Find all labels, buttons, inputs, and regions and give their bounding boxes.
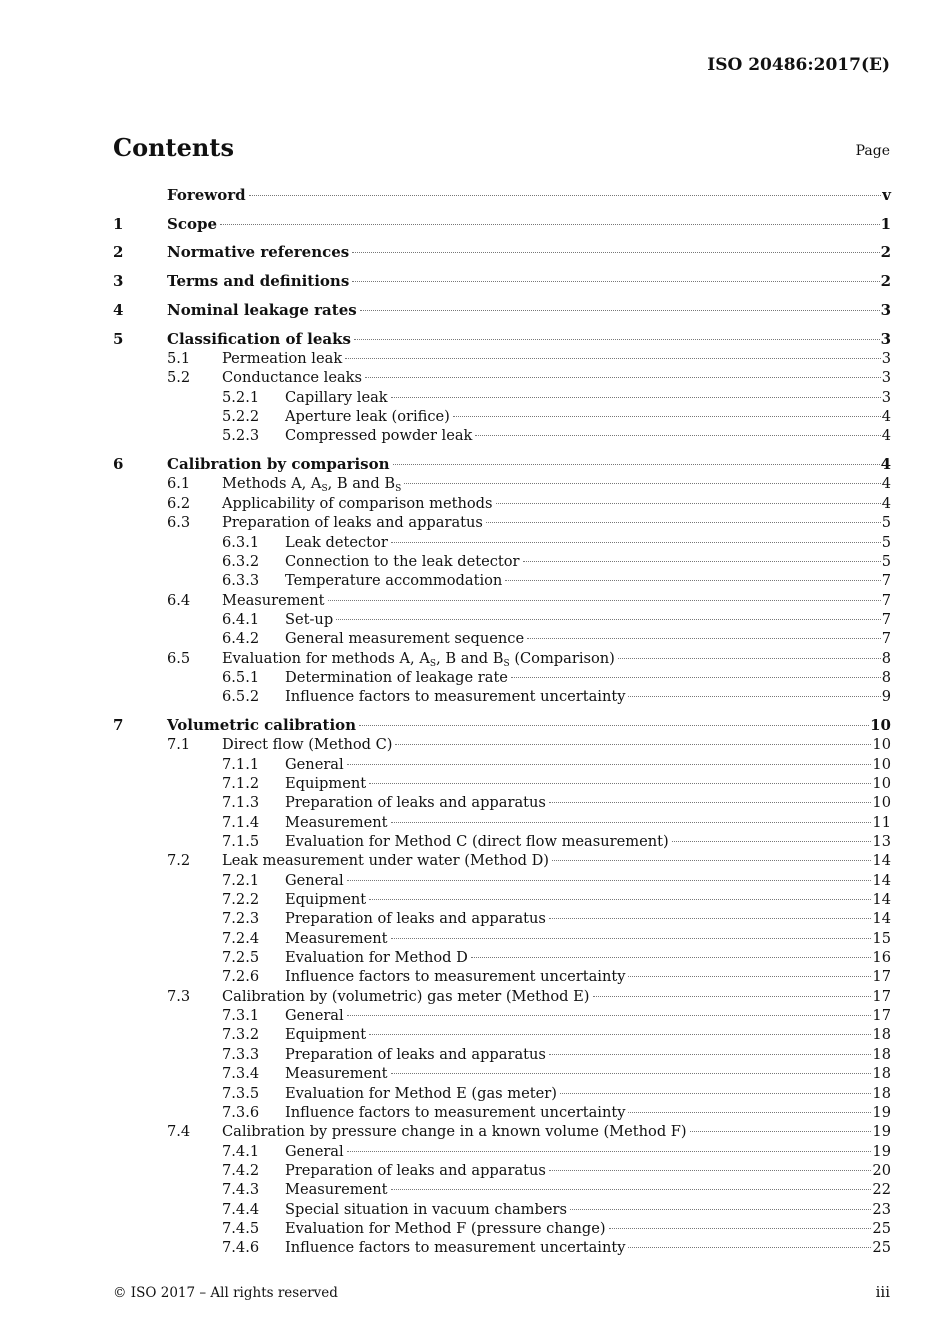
toc-entry-title: Set-up [285, 610, 334, 628]
toc-entry[interactable] [113, 388, 891, 407]
toc-entry-number: 7.1 [167, 736, 191, 754]
toc-entry-number: 7.4.2 [222, 1161, 260, 1179]
toc-entry-page: 17 [872, 968, 891, 986]
toc-entry-number: 7.4.3 [222, 1181, 260, 1199]
toc-entry-number: 5.2.3 [222, 427, 260, 445]
toc-entry-title: Preparation of leaks and apparatus [285, 1045, 546, 1063]
toc-entry-number: 6.3 [167, 514, 191, 532]
toc-entry-title: Normative references [167, 243, 350, 262]
dot-leader [453, 416, 881, 417]
toc-entry-number: 4 [113, 300, 124, 319]
dot-leader [618, 658, 881, 659]
toc-entry[interactable] [113, 1238, 891, 1257]
dot-leader [628, 1112, 871, 1113]
dot-leader [360, 310, 880, 311]
toc-entry[interactable] [113, 967, 891, 986]
dot-leader [496, 503, 881, 504]
toc-entry[interactable] [113, 533, 891, 552]
toc-entry[interactable] [113, 1084, 891, 1103]
toc-entry[interactable] [113, 687, 891, 706]
toc-entry[interactable] [113, 243, 891, 262]
toc-entry-number: 6 [113, 455, 124, 474]
toc-entry-page: 9 [881, 688, 891, 706]
toc-entry-title: Leak measurement under water (Method D) [222, 852, 549, 870]
toc-entry[interactable] [113, 1064, 891, 1083]
toc-entry-number: 7.1.4 [222, 813, 260, 831]
dot-leader [628, 696, 880, 697]
toc-entry[interactable] [113, 272, 891, 291]
toc-entry[interactable] [113, 890, 891, 909]
toc-entry[interactable] [113, 349, 891, 368]
toc-entry[interactable] [113, 368, 891, 387]
toc-entry-title: Equipment [285, 1026, 367, 1044]
toc-entry-page: 13 [872, 833, 891, 851]
toc-entry-number: 6.2 [167, 494, 191, 512]
toc-entry[interactable] [113, 871, 891, 890]
contents-heading: Contents [113, 133, 234, 162]
dot-leader [609, 1228, 872, 1229]
toc-entry-page: 18 [872, 1026, 891, 1044]
toc-entry-page: 19 [872, 1142, 891, 1160]
dot-leader [523, 561, 881, 562]
dot-leader [354, 339, 880, 340]
toc-entry-title: Measurement [222, 591, 325, 609]
toc-entry-page: 4 [881, 408, 891, 426]
toc-entry-number: 6.5.2 [222, 688, 260, 706]
toc-entry-title: Special situation in vacuum chambers [285, 1200, 567, 1218]
dot-leader [511, 677, 881, 678]
toc-entry-number: 7.2.5 [222, 949, 260, 967]
dot-leader [690, 1131, 872, 1132]
toc-entry[interactable] [113, 1006, 891, 1025]
toc-entry[interactable] [113, 668, 891, 687]
toc-entry[interactable] [113, 407, 891, 426]
toc-entry-number: 6.3.1 [222, 533, 260, 551]
toc-entry-number: 7.2.4 [222, 929, 260, 947]
toc-entry-title: Volumetric calibration [167, 715, 357, 734]
toc-entry-page: 18 [872, 1084, 891, 1102]
dot-leader [628, 976, 871, 977]
toc-entry[interactable] [113, 215, 891, 234]
toc-entry[interactable] [113, 455, 891, 474]
toc-entry-page: 23 [872, 1200, 891, 1218]
dot-leader [220, 224, 880, 225]
toc-entry-title: Leak detector [285, 533, 388, 551]
toc-entry-title: Compressed powder leak [285, 427, 473, 445]
toc-entry-number: 5.2.2 [222, 408, 260, 426]
toc-entry-number: 7.2.2 [222, 891, 260, 909]
toc-entry-title: Direct flow (Method C) [222, 736, 393, 754]
dot-leader [359, 725, 869, 726]
toc-entry-page: 7 [881, 591, 891, 609]
toc-entry-title: General [285, 1142, 344, 1160]
toc-entry-page: 2 [880, 272, 891, 291]
toc-entry-page: 7 [881, 572, 891, 590]
toc-entry-number: 6.4.1 [222, 610, 260, 628]
dot-leader [393, 464, 880, 465]
toc-entry-page: 14 [872, 871, 891, 889]
toc-entry-page: 10 [872, 794, 891, 812]
dot-leader [404, 483, 880, 484]
document-id: ISO 20486:2017(E) [707, 55, 890, 75]
toc-entry-number: 7 [113, 715, 124, 734]
toc-entry-title: Evaluation for Method E (gas meter) [285, 1084, 557, 1102]
toc-entry-page: 1 [880, 214, 891, 233]
dot-leader [549, 802, 872, 803]
toc-entry-title: Calibration by pressure change in a known volume (Method F) [222, 1123, 687, 1141]
toc-entry-title: Conductance leaks [222, 369, 363, 387]
toc-entry-title: Connection to the leak detector [285, 552, 520, 570]
dot-leader [347, 764, 872, 765]
toc-entry-title: General measurement sequence [285, 630, 525, 648]
toc-entry-number: 5.2 [167, 369, 191, 387]
toc-entry[interactable] [113, 1025, 891, 1044]
toc-entry-number: 6.3.3 [222, 572, 260, 590]
dot-leader [369, 1034, 871, 1035]
toc-entry-page: 15 [872, 929, 891, 947]
toc-entry-number: 7.4.4 [222, 1200, 260, 1218]
toc-entry-number: 6.5.1 [222, 668, 260, 686]
dot-leader [505, 580, 880, 581]
toc-entry-number: 7.1.1 [222, 755, 260, 773]
toc-entry-number: 5.1 [167, 350, 191, 368]
toc-entry[interactable] [113, 1045, 891, 1064]
toc-entry-title: Preparation of leaks and apparatus [222, 514, 483, 532]
toc-entry-title: Influence factors to measurement uncertainty [285, 968, 626, 986]
toc-entry-title: Evaluation for Method D [285, 949, 468, 967]
dot-leader [471, 957, 872, 958]
toc-entry[interactable] [113, 301, 891, 320]
toc-entry[interactable] [113, 474, 891, 493]
toc-entry-title: Evaluation for methods A, $A_S$, B and $B_S$ (Comparison) [222, 649, 615, 669]
toc-entry-number: 7.3.2 [222, 1026, 260, 1044]
toc-entry[interactable] [113, 1180, 891, 1199]
toc-entry-page: 16 [872, 949, 891, 967]
toc-entry-page: 10 [872, 736, 891, 754]
toc-entry-title: Permeation leak [222, 350, 343, 368]
toc-entry[interactable] [113, 610, 891, 629]
toc-entry-page: 18 [872, 1045, 891, 1063]
toc-entry-title: Preparation of leaks and apparatus [285, 910, 546, 928]
dot-leader [365, 377, 881, 378]
toc-entry-page: 5 [881, 533, 891, 551]
dot-leader [391, 397, 881, 398]
toc-entry-title: Scope [167, 214, 218, 233]
dot-leader [549, 1054, 872, 1055]
toc-entry-page: 5 [881, 514, 891, 532]
dot-leader [475, 435, 880, 436]
toc-entry-page: 17 [872, 1007, 891, 1025]
toc-entry[interactable] [113, 1142, 891, 1161]
dot-leader [336, 619, 881, 620]
dot-leader [549, 1170, 872, 1171]
toc-entry[interactable] [113, 793, 891, 812]
toc-entry-page: 3 [881, 350, 891, 368]
toc-entry-page: 8 [881, 649, 891, 667]
dot-leader [391, 1189, 872, 1190]
toc-entry[interactable] [113, 494, 891, 513]
toc-entry-page: 25 [872, 1239, 891, 1257]
toc-entry-page: 5 [881, 552, 891, 570]
dot-leader [552, 860, 871, 861]
toc-entry-title: Applicability of comparison methods [222, 494, 493, 512]
dot-leader [352, 252, 879, 253]
toc-entry[interactable] [113, 513, 891, 532]
toc-entry-number: 5.2.1 [222, 388, 260, 406]
toc-entry-title: Nominal leakage rates [167, 300, 357, 319]
toc-entry-title: Evaluation for Method F (pressure change) [285, 1219, 606, 1237]
toc-entry-number: 7.4.6 [222, 1239, 260, 1257]
dot-leader [249, 195, 882, 196]
toc-entry-title: Methods A, $A_S$, B and $B_S$ [222, 475, 402, 495]
toc-entry-page: 11 [872, 813, 891, 831]
toc-entry-number: 7.4.1 [222, 1142, 260, 1160]
toc-entry-number: 7.3.1 [222, 1007, 260, 1025]
dot-leader [593, 996, 872, 997]
toc-entry-page: 19 [872, 1103, 891, 1121]
toc-entry-number: 7.3.4 [222, 1065, 260, 1083]
toc-entry-page: 4 [880, 455, 891, 474]
toc-entry[interactable] [113, 716, 891, 735]
toc-entry-title: Influence factors to measurement uncertainty [285, 688, 626, 706]
toc-entry-title: Foreword [167, 186, 246, 204]
toc-entry-title: Terms and definitions [167, 272, 350, 291]
toc-entry-title: Preparation of leaks and apparatus [285, 794, 546, 812]
dot-leader [527, 638, 881, 639]
toc-entry-title: Temperature accommodation [285, 572, 503, 590]
toc-entry[interactable] [113, 774, 891, 793]
toc-entry-page: 7 [881, 630, 891, 648]
toc-entry-number: 7.4 [167, 1123, 191, 1141]
toc-entry-page: 19 [872, 1123, 891, 1141]
toc-entry-title: Preparation of leaks and apparatus [285, 1161, 546, 1179]
toc-entry-title: Capillary leak [285, 388, 388, 406]
toc-entry-title: Aperture leak (orifice) [285, 408, 450, 426]
toc-entry-title: Measurement [285, 1065, 388, 1083]
toc-entry-page: 3 [881, 369, 891, 387]
toc-entry-title: Measurement [285, 813, 388, 831]
toc-entry-title: Equipment [285, 775, 367, 793]
toc-entry-title: General [285, 1007, 344, 1025]
dot-leader [391, 1073, 872, 1074]
toc-entry-number: 5 [113, 329, 124, 348]
toc-entry-title: Influence factors to measurement uncertainty [285, 1103, 626, 1121]
toc-entry-page: 17 [872, 987, 891, 1005]
toc-entry-number: 7.3.6 [222, 1103, 260, 1121]
toc-entry[interactable] [113, 987, 891, 1006]
toc-entry-title: Measurement [285, 1181, 388, 1199]
toc-entry[interactable] [113, 571, 891, 590]
toc-entry[interactable] [113, 1219, 891, 1238]
toc-entry[interactable] [113, 426, 891, 445]
toc-entry-page: 10 [872, 755, 891, 773]
toc-entry-title: General [285, 871, 344, 889]
toc-entry[interactable] [113, 813, 891, 832]
toc-entry-page: 2 [880, 243, 891, 262]
toc-entry-page: 3 [880, 329, 891, 348]
dot-leader [672, 841, 872, 842]
table-of-contents [113, 186, 891, 1258]
toc-entry[interactable] [113, 1200, 891, 1219]
toc-entry[interactable] [113, 851, 891, 870]
dot-leader [347, 1151, 872, 1152]
toc-entry-page: 4 [881, 475, 891, 493]
dot-leader [391, 938, 872, 939]
toc-entry-page: v [882, 186, 891, 204]
toc-entry[interactable] [113, 832, 891, 851]
toc-entry-page: 3 [881, 388, 891, 406]
toc-entry[interactable] [113, 929, 891, 948]
toc-entry-page: 22 [872, 1181, 891, 1199]
toc-entry[interactable] [113, 649, 891, 668]
toc-entry[interactable] [113, 629, 891, 648]
toc-entry-page: 8 [881, 668, 891, 686]
toc-entry[interactable] [113, 1122, 891, 1141]
footer-copyright: © ISO 2017 – All rights reserved [113, 1285, 338, 1301]
toc-entry[interactable] [113, 755, 891, 774]
dot-leader [347, 1015, 872, 1016]
dot-leader [570, 1209, 871, 1210]
toc-entry-title: Measurement [285, 929, 388, 947]
dot-leader [486, 522, 881, 523]
toc-entry-page: 14 [872, 891, 891, 909]
dot-leader [369, 783, 871, 784]
toc-entry-number: 7.2.3 [222, 910, 260, 928]
toc-entry[interactable] [113, 552, 891, 571]
toc-entry-number: 6.3.2 [222, 552, 260, 570]
toc-entry-title: General [285, 755, 344, 773]
toc-entry-page: 4 [881, 427, 891, 445]
toc-entry-page: 7 [881, 610, 891, 628]
dot-leader [345, 358, 881, 359]
dot-leader [560, 1093, 871, 1094]
toc-entry[interactable] [113, 735, 891, 754]
toc-entry-page: 10 [870, 715, 891, 734]
toc-entry-title: Calibration by comparison [167, 455, 390, 474]
toc-entry[interactable] [113, 948, 891, 967]
toc-entry[interactable] [113, 186, 891, 205]
dot-leader [352, 281, 879, 282]
toc-entry-page: 18 [872, 1065, 891, 1083]
dot-leader [628, 1247, 871, 1248]
page-column-label: Page [855, 143, 890, 159]
toc-entry-number: 6.1 [167, 475, 191, 493]
toc-entry-page: 3 [880, 300, 891, 319]
toc-entry-title: Influence factors to measurement uncertainty [285, 1239, 626, 1257]
toc-entry[interactable] [113, 591, 891, 610]
toc-entry-number: 7.3.5 [222, 1084, 260, 1102]
toc-entry-page: 10 [872, 775, 891, 793]
toc-entry-number: 7.1.5 [222, 833, 260, 851]
toc-entry-page: 20 [872, 1161, 891, 1179]
toc-entry-number: 1 [113, 214, 124, 233]
toc-entry-number: 2 [113, 243, 124, 262]
dot-leader [391, 822, 872, 823]
toc-entry-page: 25 [872, 1219, 891, 1237]
toc-entry[interactable] [113, 1161, 891, 1180]
toc-entry-page: 14 [872, 910, 891, 928]
toc-entry-number: 7.3.3 [222, 1045, 260, 1063]
toc-entry-title: Equipment [285, 891, 367, 909]
toc-entry-title: Calibration by (volumetric) gas meter (Method E) [222, 987, 590, 1005]
toc-entry[interactable] [113, 909, 891, 928]
toc-entry-page: 4 [881, 494, 891, 512]
toc-entry-title: Classification of leaks [167, 329, 351, 348]
toc-entry-number: 7.2 [167, 852, 191, 870]
toc-entry-number: 6.5 [167, 649, 191, 667]
toc-entry-number: 6.4 [167, 591, 191, 609]
toc-entry-number: 7.4.5 [222, 1219, 260, 1237]
toc-entry-title: Determination of leakage rate [285, 668, 508, 686]
toc-entry[interactable] [113, 330, 891, 349]
dot-leader [391, 542, 881, 543]
toc-entry-number: 7.1.3 [222, 794, 260, 812]
dot-leader [549, 918, 872, 919]
dot-leader [395, 744, 871, 745]
dot-leader [347, 880, 872, 881]
dot-leader [328, 600, 881, 601]
toc-entry-number: 7.1.2 [222, 775, 260, 793]
toc-entry-number: 7.2.1 [222, 871, 260, 889]
toc-entry-number: 3 [113, 272, 124, 291]
footer-page-number: iii [875, 1283, 890, 1301]
toc-entry-number: 7.2.6 [222, 968, 260, 986]
toc-entry[interactable] [113, 1103, 891, 1122]
dot-leader [369, 899, 871, 900]
toc-entry-number: 7.3 [167, 987, 191, 1005]
toc-entry-title: Evaluation for Method C (direct flow measurement) [285, 833, 669, 851]
toc-entry-number: 6.4.2 [222, 630, 260, 648]
toc-entry-page: 14 [872, 852, 891, 870]
